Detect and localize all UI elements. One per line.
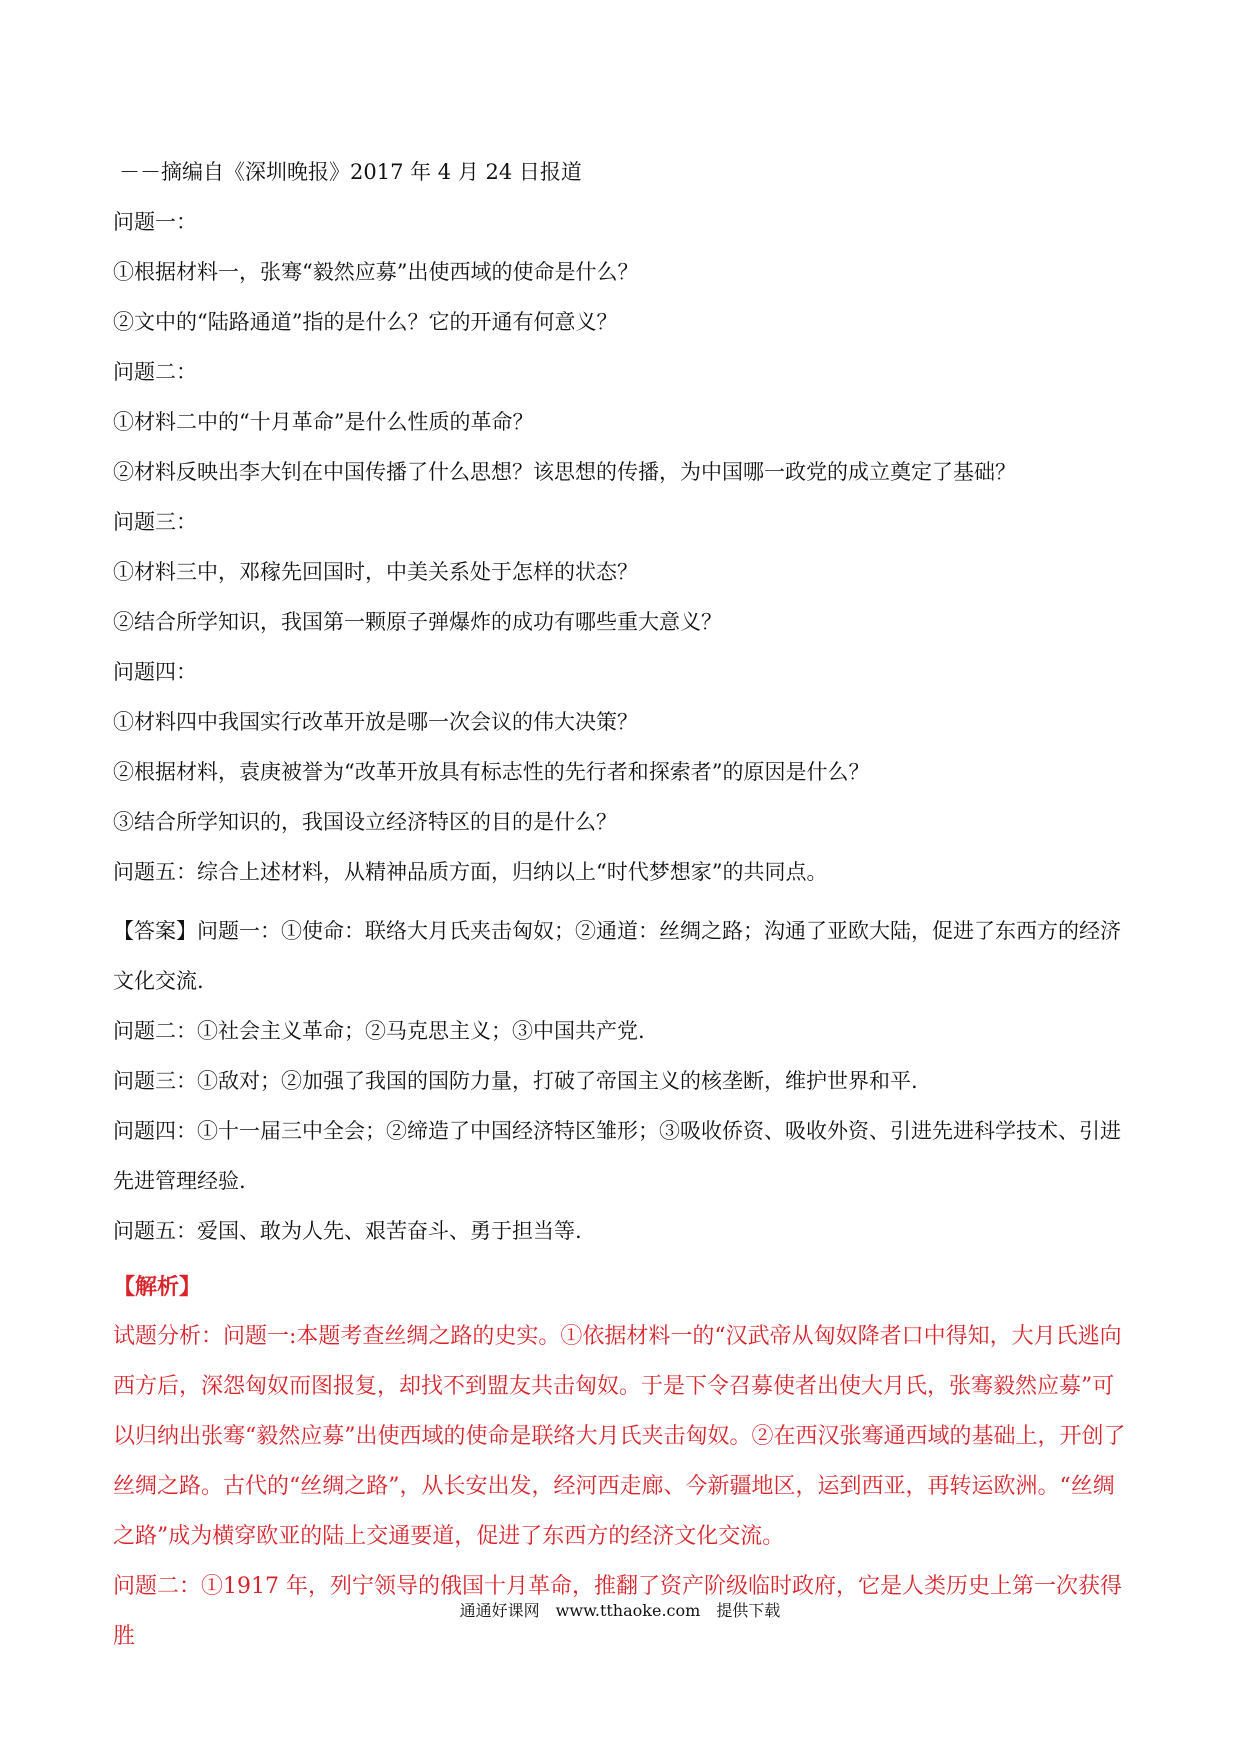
question-3-item-1: ①材料三中，邓稼先回国时，中美关系处于怎样的状态？ bbox=[113, 560, 638, 584]
question-2-item-1: ①材料二中的“十月革命”是什么性质的革命？ bbox=[113, 410, 534, 434]
page-footer: 通通好课网 www.tthaoke.com 提供下载 bbox=[459, 1601, 781, 1620]
analysis-paragraph-2: 问题二：①1917 年，列宁领导的俄国十月革命，推翻了资产阶级临时政府，它是人类历史上第一次获得胜 bbox=[113, 1574, 1122, 1649]
question-4-item-3: ③结合所学知识的，我国设立经济特区的目的是什么？ bbox=[113, 810, 617, 834]
question-3-item-2: ②结合所学知识，我国第一颗原子弹爆炸的成功有哪些重大意义？ bbox=[113, 610, 722, 634]
question-4-item-1: ①材料四中我国实行改革开放是哪一次会议的伟大决策？ bbox=[113, 710, 638, 734]
answer-4: 问题四：①十一届三中全会；②缔造了中国经济特区雏形；③吸收侨资、吸收外资、引进先进科学技术、引进先进管理经验. bbox=[113, 1119, 1121, 1193]
question-3-title: 问题三： bbox=[113, 510, 197, 534]
question-1-title: 问题一： bbox=[113, 210, 197, 234]
document-page bbox=[113, 156, 1133, 1662]
source-citation: －－摘编自《深圳晚报》2017 年 4 月 24 日报道 bbox=[119, 160, 582, 184]
answer-2: 问题二：①社会主义革命；②马克思主义；③中国共产党. bbox=[113, 1019, 645, 1043]
question-1-item-2: ②文中的“陆路通道”指的是什么？它的开通有何意义？ bbox=[113, 310, 618, 334]
question-2-title: 问题二： bbox=[113, 360, 197, 384]
analysis-title: 【解析】 bbox=[113, 1274, 202, 1300]
answer-5: 问题五：爱国、敢为人先、艰苦奋斗、勇于担当等. bbox=[113, 1219, 582, 1243]
answer-block bbox=[113, 906, 1133, 1256]
question-2-item-2: ②材料反映出李大钊在中国传播了什么思想？该思想的传播，为中国哪一政党的成立奠定了基础？ bbox=[113, 460, 1016, 484]
question-5: 问题五：综合上述材料，从精神品质方面，归纳以上“时代梦想家”的共同点。 bbox=[113, 860, 828, 884]
question-1-item-1: ①根据材料一，张骞“毅然应募”出使西域的使命是什么？ bbox=[113, 260, 639, 284]
question-4-item-2: ②根据材料，袁庚被誉为“改革开放具有标志性的先行者和探索者”的原因是什么？ bbox=[113, 760, 870, 784]
answer-1: 【答案】问题一：①使命：联络大月氏夹击匈奴；②通道：丝绸之路；沟通了亚欧大陆，促进了东西方的经济文化交流. bbox=[113, 919, 1121, 993]
analysis-paragraph-1: 试题分析：问题一:本题考查丝绸之路的史实。①依据材料一的“汉武帝从匈奴降者口中得知，大月氏逃向西方后，深怨匈奴而图报复，却找不到盟友共击匈奴。于是下令召募使者出使大月氏，张骞毅然应募”可以归纳出张骞“毅然应募”出使西域的使命是联络大月氏夹击匈奴。②在西汉张骞通西域的基础上，开创了丝绸之路。古代的“丝绸之路”，从长安出发，经河西走廊、今新疆地区，运到西亚，再转运欧洲。“丝绸之路”成为横穿欧亚的陆上交通要道，促进了东西方的经济文化交流。 bbox=[113, 1324, 1126, 1549]
answer-3: 问题三：①敌对；②加强了我国的国防力量，打破了帝国主义的核垄断，维护世界和平. bbox=[113, 1069, 918, 1093]
question-4-title: 问题四： bbox=[113, 660, 197, 684]
